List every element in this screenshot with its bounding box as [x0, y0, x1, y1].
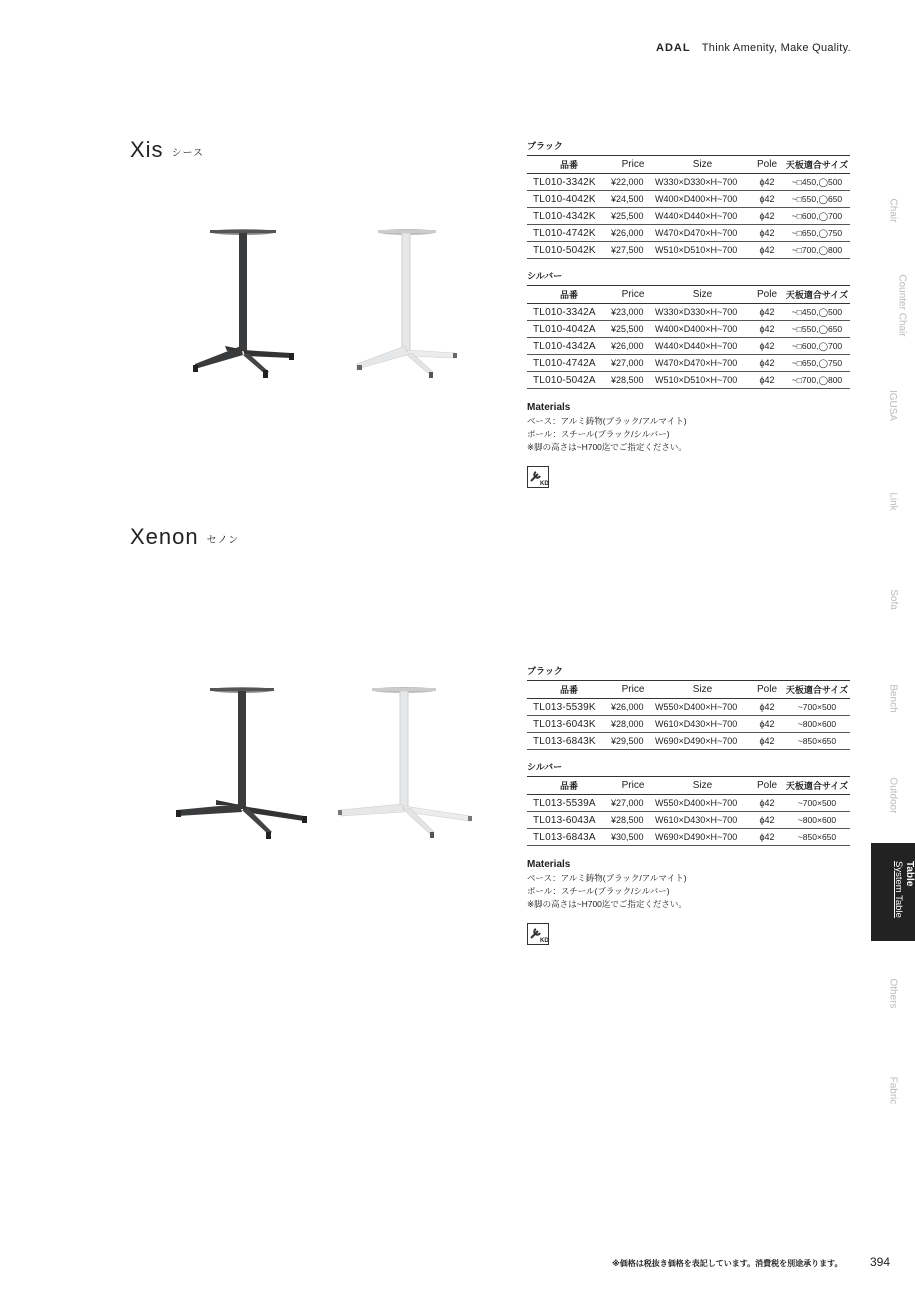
xis-black-base-image — [193, 229, 294, 378]
col-header-pole: Pole — [750, 156, 784, 174]
cell-top: ~700×500 — [784, 699, 850, 716]
col-header-top: 天板適合サイズ — [784, 681, 850, 699]
col-header-size: Size — [655, 286, 750, 304]
cell-size: W400×D400×H~700 — [655, 321, 750, 338]
cell-pole: ϕ42 — [750, 174, 784, 191]
cell-pole: ϕ42 — [750, 699, 784, 716]
table-row — [527, 699, 850, 716]
cell-top: ~□650,◯750 — [784, 355, 850, 372]
cell-price: ¥26,000 — [611, 225, 655, 242]
col-header-size: Size — [655, 777, 750, 795]
table-row — [527, 829, 850, 846]
cell-code: TL010-5042K — [527, 242, 611, 259]
xenon-black-table — [527, 680, 850, 750]
xis-product-image — [185, 222, 475, 384]
col-header-code: 品番 — [527, 286, 611, 304]
cell-code: TL013-5539K — [527, 699, 611, 716]
col-header-code: 品番 — [527, 156, 611, 174]
side-tab-label: Bench — [887, 684, 899, 713]
cell-code: TL013-5539A — [527, 795, 611, 812]
color-label-black: ブラック — [527, 666, 563, 676]
col-header-price: Price — [611, 156, 655, 174]
materials-note: ※脚の高さは~H700迄でご指定ください。 — [527, 899, 687, 909]
cell-top: ~800×600 — [784, 716, 850, 733]
cell-price: ¥22,000 — [611, 174, 655, 191]
side-tab-label: Chair — [887, 198, 899, 223]
table-row — [527, 242, 850, 259]
cell-top: ~□550,◯650 — [784, 191, 850, 208]
table-row — [527, 225, 850, 242]
cell-pole: ϕ42 — [750, 191, 784, 208]
side-tab-outdoor[interactable] — [871, 777, 915, 814]
table-row — [527, 812, 850, 829]
cell-size: W330×D330×H~700 — [655, 304, 750, 321]
table-row — [527, 372, 850, 389]
table-header-row — [527, 777, 850, 795]
cell-size: W550×D400×H~700 — [655, 795, 750, 812]
kd-label: KD — [540, 938, 549, 944]
cell-top: ~700×500 — [784, 795, 850, 812]
xis-silver-table — [527, 285, 850, 389]
cell-price: ¥26,000 — [611, 338, 655, 355]
cell-size: W330×D330×H~700 — [655, 174, 750, 191]
cell-size: W610×D430×H~700 — [655, 716, 750, 733]
col-header-price: Price — [611, 777, 655, 795]
color-label-silver: シルバー — [527, 271, 563, 281]
side-tab-label: Counter Chair — [896, 274, 908, 337]
kd-knockdown-icon — [527, 923, 549, 945]
cell-price: ¥27,000 — [611, 795, 655, 812]
side-tab-counter-chair[interactable] — [871, 274, 915, 337]
cell-top: ~□700,◯800 — [784, 242, 850, 259]
kd-knockdown-icon — [527, 466, 549, 488]
side-tab-label: Sofa — [887, 589, 899, 610]
side-tab-label: Link — [887, 492, 899, 511]
cell-code: TL013-6843K — [527, 733, 611, 750]
side-tab-others[interactable] — [871, 978, 915, 1009]
cell-code: TL010-4742A — [527, 355, 611, 372]
cell-price: ¥27,000 — [611, 355, 655, 372]
cell-top: ~□450,◯500 — [784, 174, 850, 191]
product-title-xis — [130, 137, 204, 163]
col-header-price: Price — [611, 681, 655, 699]
cell-price: ¥24,500 — [611, 191, 655, 208]
cell-top: ~□600,◯700 — [784, 338, 850, 355]
brand-name: ADAL — [656, 42, 691, 54]
cell-pole: ϕ42 — [750, 372, 784, 389]
xenon-silver-base-image — [338, 687, 472, 838]
cell-code: TL010-4342A — [527, 338, 611, 355]
cell-pole: ϕ42 — [750, 829, 784, 846]
product-name: Xis — [130, 137, 164, 162]
table-header-row — [527, 681, 850, 699]
cell-pole: ϕ42 — [750, 321, 784, 338]
cell-code: TL010-5042A — [527, 372, 611, 389]
product-kana: シース — [171, 147, 205, 159]
table-row — [527, 795, 850, 812]
cell-size: W690×D490×H~700 — [655, 733, 750, 750]
xis-spec-block — [527, 139, 850, 493]
cell-top: ~□550,◯650 — [784, 321, 850, 338]
materials-heading: Materials — [527, 402, 571, 413]
cell-price: ¥26,000 — [611, 699, 655, 716]
cell-pole: ϕ42 — [750, 733, 784, 750]
product-kana: セノン — [206, 534, 240, 546]
cell-code: TL010-3342K — [527, 174, 611, 191]
product-title-xenon — [130, 524, 239, 550]
cell-price: ¥30,500 — [611, 829, 655, 846]
cell-code: TL013-6043K — [527, 716, 611, 733]
cell-price: ¥29,500 — [611, 733, 655, 750]
cell-code: TL010-4042K — [527, 191, 611, 208]
cell-size: W470×D470×H~700 — [655, 225, 750, 242]
cell-pole: ϕ42 — [750, 304, 784, 321]
cell-price: ¥25,500 — [611, 321, 655, 338]
table-row — [527, 716, 850, 733]
col-header-top: 天板適合サイズ — [784, 156, 850, 174]
xenon-black-base-image — [176, 687, 307, 839]
side-tab-label: Outdoor — [887, 777, 899, 814]
materials-line: ポール：スチール(ブラック/シルバー) — [527, 429, 670, 439]
col-header-pole: Pole — [750, 286, 784, 304]
cell-size: W440×D440×H~700 — [655, 208, 750, 225]
side-tab-igusa[interactable] — [871, 389, 915, 422]
xenon-silver-table — [527, 776, 850, 846]
materials-heading: Materials — [527, 859, 571, 870]
cell-price: ¥28,000 — [611, 716, 655, 733]
table-header-row — [527, 156, 850, 174]
cell-code: TL010-4342K — [527, 208, 611, 225]
side-tab-active-label — [893, 861, 915, 951]
cell-top: ~□650,◯750 — [784, 225, 850, 242]
brand-header — [656, 42, 851, 54]
side-tab-active-main: Table — [904, 861, 915, 887]
kd-label: KD — [540, 481, 549, 487]
side-tab-table-active[interactable] — [871, 843, 915, 941]
cell-code: TL013-6843A — [527, 829, 611, 846]
materials-line: ベース：アルミ鋳物(ブラック/アルマイト) — [527, 873, 687, 883]
materials-section — [527, 858, 850, 911]
side-tab-bench[interactable] — [871, 684, 915, 713]
cell-price: ¥27,500 — [611, 242, 655, 259]
col-header-top: 天板適合サイズ — [784, 286, 850, 304]
cell-top: ~850×650 — [784, 829, 850, 846]
col-header-code: 品番 — [527, 681, 611, 699]
table-row — [527, 338, 850, 355]
brand-tagline: Think Amenity, Make Quality. — [701, 42, 851, 54]
cell-price: ¥28,500 — [611, 372, 655, 389]
table-row — [527, 174, 850, 191]
cell-top: ~850×650 — [784, 733, 850, 750]
cell-size: W690×D490×H~700 — [655, 829, 750, 846]
side-tab-label: Fabric — [887, 1076, 899, 1105]
side-tab-chair[interactable] — [871, 198, 915, 223]
xenon-product-image — [172, 682, 484, 842]
color-label-black: ブラック — [527, 141, 563, 151]
col-header-size: Size — [655, 156, 750, 174]
color-label-silver: シルバー — [527, 762, 563, 772]
cell-code: TL013-6043A — [527, 812, 611, 829]
side-tab-label: IGUSA — [887, 389, 899, 422]
cell-size: W510×D510×H~700 — [655, 242, 750, 259]
table-row — [527, 733, 850, 750]
cell-top: ~□450,◯500 — [784, 304, 850, 321]
cell-pole: ϕ42 — [750, 716, 784, 733]
cell-code: TL010-3342A — [527, 304, 611, 321]
col-header-pole: Pole — [750, 777, 784, 795]
cell-size: W510×D510×H~700 — [655, 372, 750, 389]
cell-price: ¥28,500 — [611, 812, 655, 829]
table-header-row — [527, 286, 850, 304]
cell-size: W610×D430×H~700 — [655, 812, 750, 829]
cell-price: ¥23,000 — [611, 304, 655, 321]
cell-pole: ϕ42 — [750, 812, 784, 829]
cell-pole: ϕ42 — [750, 355, 784, 372]
cell-code: TL010-4742K — [527, 225, 611, 242]
cell-pole: ϕ42 — [750, 242, 784, 259]
footer-tax-note: ※価格は税抜き価格を表記しています。消費税を別途承ります。 — [612, 1259, 843, 1268]
cell-top: ~800×600 — [784, 812, 850, 829]
table-row — [527, 191, 850, 208]
product-name: Xenon — [130, 524, 199, 549]
materials-section — [527, 401, 850, 454]
materials-line: ベース：アルミ鋳物(ブラック/アルマイト) — [527, 416, 687, 426]
cell-pole: ϕ42 — [750, 208, 784, 225]
col-header-price: Price — [611, 286, 655, 304]
side-tab-sofa[interactable] — [871, 589, 915, 610]
side-tab-link[interactable] — [871, 492, 915, 511]
side-tab-label: Others — [887, 978, 899, 1009]
materials-note: ※脚の高さは~H700迄でご指定ください。 — [527, 442, 687, 452]
cell-pole: ϕ42 — [750, 225, 784, 242]
cell-size: W440×D440×H~700 — [655, 338, 750, 355]
col-header-top: 天板適合サイズ — [784, 777, 850, 795]
page-number: 394 — [870, 1255, 891, 1269]
table-row — [527, 321, 850, 338]
table-row — [527, 208, 850, 225]
col-header-pole: Pole — [750, 681, 784, 699]
cell-top: ~□600,◯700 — [784, 208, 850, 225]
side-index-nav — [871, 0, 915, 1294]
xis-black-table — [527, 155, 850, 259]
table-row — [527, 355, 850, 372]
cell-price: ¥25,500 — [611, 208, 655, 225]
xis-silver-base-image — [357, 229, 457, 378]
side-tab-active-sub: System Table — [893, 861, 904, 918]
cell-pole: ϕ42 — [750, 795, 784, 812]
col-header-size: Size — [655, 681, 750, 699]
cell-code: TL010-4042A — [527, 321, 611, 338]
cell-size: W400×D400×H~700 — [655, 191, 750, 208]
cell-size: W470×D470×H~700 — [655, 355, 750, 372]
side-tab-fabric[interactable] — [871, 1076, 915, 1105]
cell-size: W550×D400×H~700 — [655, 699, 750, 716]
col-header-code: 品番 — [527, 777, 611, 795]
cell-pole: ϕ42 — [750, 338, 784, 355]
xenon-spec-block — [527, 664, 850, 950]
cell-top: ~□700,◯800 — [784, 372, 850, 389]
materials-line: ポール：スチール(ブラック/シルバー) — [527, 886, 670, 896]
table-row — [527, 304, 850, 321]
